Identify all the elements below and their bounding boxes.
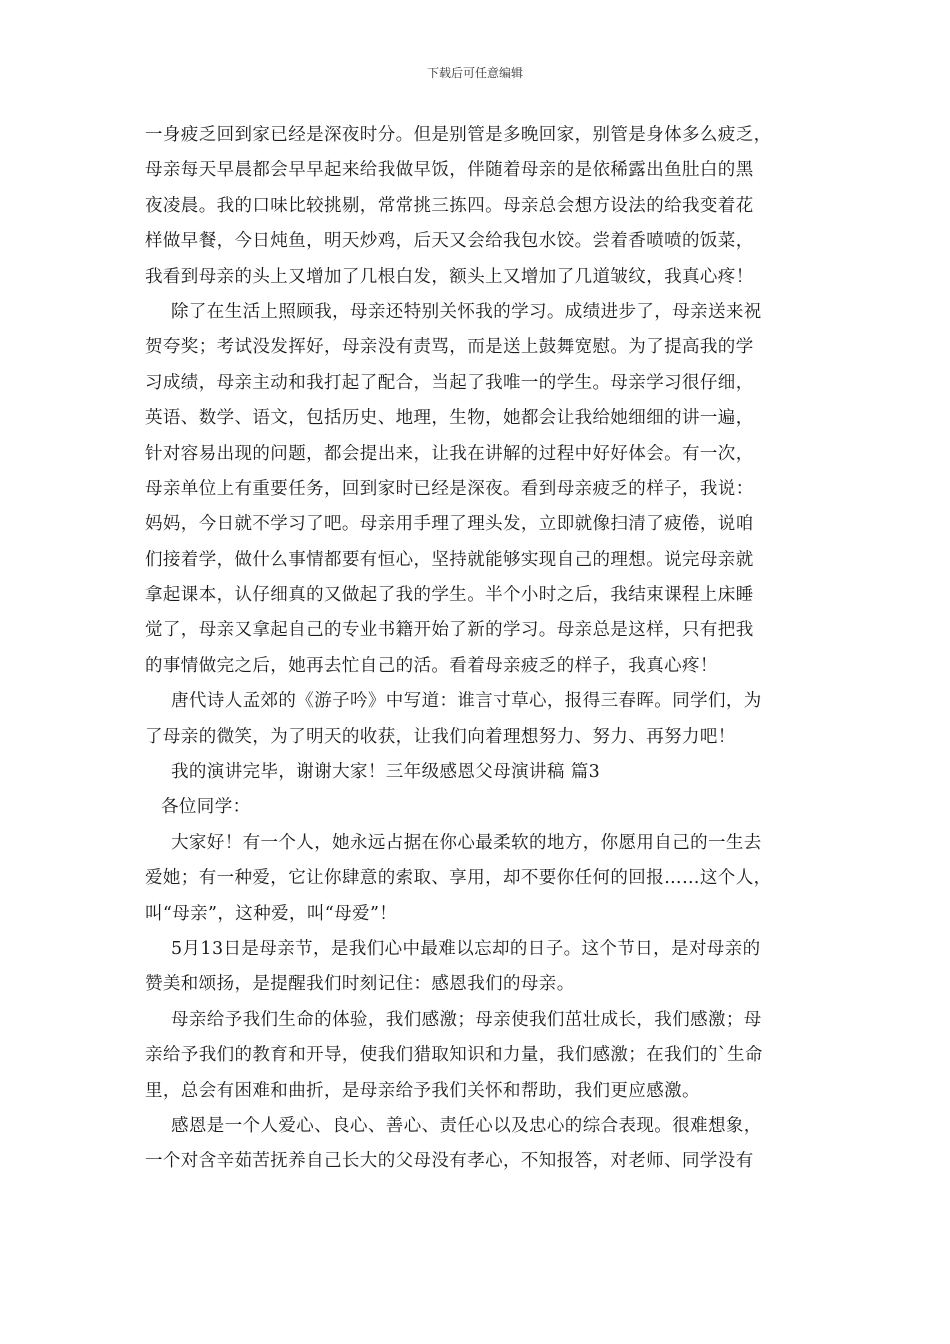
text-line: 我的演讲完毕，谢谢大家！三年级感恩父母演讲稿 篇3 <box>171 762 601 783</box>
page-header: 下载后可任意编辑 <box>426 66 523 80</box>
text-line: 除了在生活上照顾我，母亲还特别关怀我的学习。成绩进步了，母亲送来祝 <box>171 301 762 322</box>
text-line: 爱她；有一种爱，它让你肆意的索取、享用，却不要你任何的回报……这个人， <box>145 868 772 889</box>
text-line: 样做早餐，今日炖鱼，明天炒鸡，后天又会给我包水饺。尝着香喷喷的饭菜， <box>145 231 754 252</box>
text-line: 妈妈，今日就不学习了吧。母亲用手理了理头发，立即就像扫清了疲倦，说咱 <box>145 514 754 535</box>
text-line: 觉了，母亲又拿起自己的专业书籍开始了新的学习。母亲总是这样，只有把我 <box>145 620 754 641</box>
text-line: 一身疲乏回到家已经是深夜时分。但是别管是多晚回家，别管是身体多么疲乏， <box>145 125 772 145</box>
text-line: 母亲每天早晨都会早早起来给我做早饭，伴随着母亲的是依稀露出鱼肚白的黑 <box>145 160 754 181</box>
text-line: 们接着学，做什么事情都要有恒心，坚持就能够实现自己的理想。说完母亲就 <box>145 549 754 570</box>
text-line: 了母亲的微笑，为了明天的收获，让我们向着理想努力、努力、再努力吧！ <box>145 726 736 747</box>
text-line: 叫“母亲”，这种爱，叫“母爱”！ <box>145 903 398 924</box>
text-line: 里，总会有困难和曲折，是母亲给予我们关怀和帮助，我们更应感激。 <box>145 1080 700 1101</box>
text-line: 拿起课本，认仔细真的又做起了我的学生。半个小时之后，我结束课程上床睡 <box>145 585 754 606</box>
text-line: 母亲单位上有重要任务，回到家时已经是深夜。看到母亲疲乏的样子，我说： <box>145 478 754 499</box>
text-line: 5月13日是母亲节，是我们心中最难以忘却的日子。这个节日，是对母亲的 <box>171 938 761 959</box>
text-line: 英语、数学、语文，包括历史、地理，生物，她都会让我给她细细的讲一遍， <box>145 408 754 429</box>
text-line: 夜凌晨。我的口味比较挑剔，常常挑三拣四。母亲总会想方设法的给我变着花 <box>145 195 754 216</box>
text-line: 赞美和颂扬，是提醒我们时刻记住：感恩我们的母亲。 <box>145 974 575 995</box>
text-line: 的事情做完之后，她再去忙自己的活。看着母亲疲乏的样子，我真心疼！ <box>145 655 718 676</box>
text-line: 我看到母亲的头上又增加了几根白发，额头上又增加了几道皱纹，我真心疼！ <box>145 266 754 287</box>
text-line: 一个对含辛茹苦抚养自己长大的父母没有孝心，不知报答，对老师、同学没有 <box>145 1151 754 1172</box>
text-line: 大家好！有一个人，她永远占据在你心最柔软的地方，你愿用自己的一生去 <box>171 832 762 853</box>
text-line: 母亲给予我们生命的体验，我们感激；母亲使我们茁壮成长，我们感激；母 <box>171 1009 762 1030</box>
text-line: 感恩是一个人爱心、良心、善心、责任心以及忠心的综合表现。很难想象， <box>171 1115 762 1136</box>
text-line: 各位同学： <box>161 797 251 818</box>
text-line: 亲给予我们的教育和开导，使我们猎取知识和力量，我们感激；在我们的`生命 <box>145 1045 763 1066</box>
text-line: 唐代诗人孟郊的《游子吟》中写道：谁言寸草心，报得三春晖。同学们，为 <box>171 691 762 712</box>
text-line: 习成绩，母亲主动和我打起了配合，当起了我唯一的学生。母亲学习很仔细， <box>145 372 754 393</box>
text-line: 针对容易出现的问题，都会提出来，让我在讲解的过程中好好体会。有一次， <box>145 443 754 464</box>
text-line: 贺夸奖；考试没发挥好，母亲没有责骂，而是送上鼓舞宽慰。为了提高我的学 <box>145 337 754 358</box>
document-body <box>145 118 825 1180</box>
